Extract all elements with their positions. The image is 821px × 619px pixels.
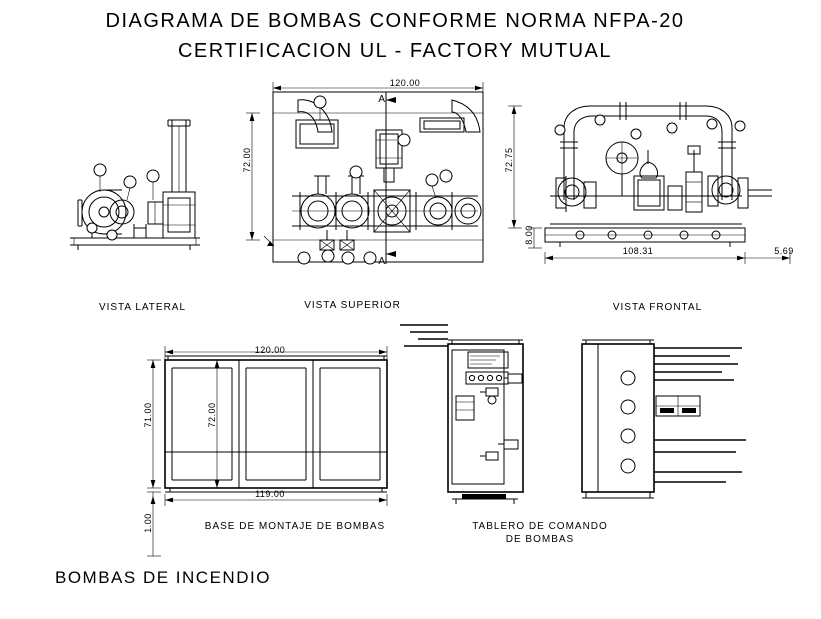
vista-frontal-drawing	[508, 102, 790, 264]
dim-base-foot: 1.00	[143, 513, 153, 533]
dim-frontal-width: 108.31	[622, 246, 654, 256]
base-montaje-drawing	[147, 346, 387, 556]
dim-superior-width: 120.00	[389, 78, 421, 88]
footer-label: BOMBAS DE INCENDIO	[55, 568, 271, 587]
section-mark-a-top: A	[378, 94, 386, 105]
dim-base-width-top: 120.00	[254, 345, 286, 355]
dim-base-height-right: 72.00	[207, 402, 217, 428]
dim-base-width-bottom: 119.00	[255, 489, 285, 499]
dim-frontal-height: 72.75	[504, 147, 514, 173]
dim-frontal-base-height: 8.00	[524, 225, 534, 245]
drawing-title-line-2: CERTIFICACION UL - FACTORY MUTUAL	[177, 40, 612, 62]
view-label-lateral: VISTA LATERAL	[98, 302, 187, 313]
tablero-comando-drawing	[400, 325, 746, 504]
dim-frontal-offset: 5.69	[774, 246, 794, 256]
view-label-superior: VISTA SUPERIOR	[304, 300, 401, 311]
view-label-frontal: VISTA FRONTAL	[612, 302, 703, 313]
view-label-base: BASE DE MONTAJE DE BOMBAS	[204, 521, 386, 532]
view-label-tablero-line2: DE BOMBAS	[505, 534, 575, 545]
dim-superior-height: 72.00	[242, 147, 252, 173]
view-label-tablero-line1: TABLERO DE COMANDO	[472, 521, 608, 532]
dim-base-height-left: 71.00	[143, 402, 153, 428]
vista-superior-drawing	[246, 82, 483, 264]
drawing-title-line-1: DIAGRAMA DE BOMBAS CONFORME NORMA NFPA-20	[105, 10, 685, 32]
section-mark-a-bottom: A	[378, 256, 386, 267]
vista-lateral-drawing	[70, 120, 200, 250]
